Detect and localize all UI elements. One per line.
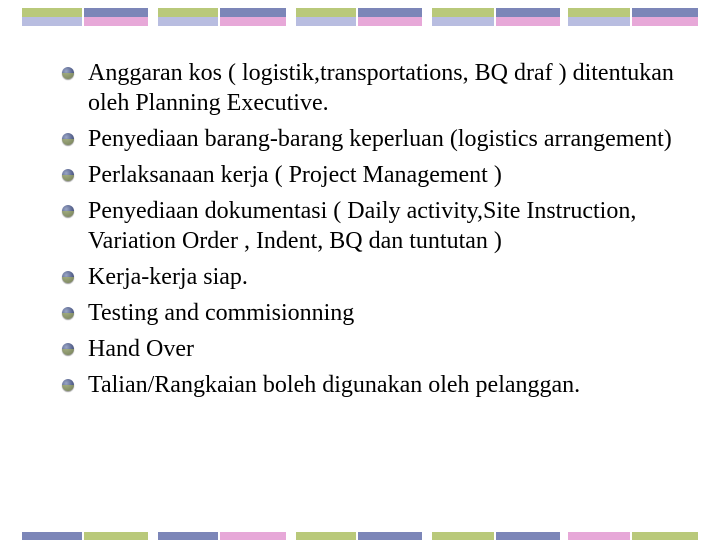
bullet-list xyxy=(60,58,700,406)
bullet-text: Talian/Rangkaian boleh digunakan oleh pelanggan. xyxy=(88,372,581,398)
bullet-text: Penyediaan dokumentasi ( Daily activity,Site Instruction, Variation Order , Indent, BQ dan tuntutan ) xyxy=(88,198,637,254)
band-segment xyxy=(22,8,82,26)
band-segment xyxy=(358,532,422,540)
bullet-item xyxy=(60,334,700,364)
band-segment xyxy=(158,8,218,26)
bullet-icon xyxy=(62,271,74,283)
bullet-icon xyxy=(62,67,74,79)
bullet-item xyxy=(60,160,700,190)
band-segment xyxy=(568,8,630,26)
band-segment xyxy=(632,8,698,26)
bullet-item xyxy=(60,124,700,154)
band-segment xyxy=(358,8,422,26)
bullet-item xyxy=(60,196,700,256)
band-segment xyxy=(296,532,356,540)
bullet-item xyxy=(60,370,700,400)
band-segment xyxy=(158,532,218,540)
band-segment xyxy=(220,8,286,26)
bullet-text: Perlaksanaan kerja ( Project Management ) xyxy=(88,162,502,188)
bullet-icon xyxy=(62,169,74,181)
band-segment xyxy=(496,532,560,540)
band-segment xyxy=(84,532,148,540)
band-segment xyxy=(22,532,82,540)
bullet-icon xyxy=(62,379,74,391)
bullet-item xyxy=(60,262,700,292)
bullet-item xyxy=(60,58,700,118)
band-segment xyxy=(432,532,494,540)
band-segment xyxy=(568,532,630,540)
bullet-icon xyxy=(62,133,74,145)
band-segment xyxy=(496,8,560,26)
band-segment xyxy=(432,8,494,26)
bullet-text: Anggaran kos ( logistik,transportations, BQ draf ) ditentukan oleh Planning Executive. xyxy=(88,60,674,116)
bullet-text: Kerja-kerja siap. xyxy=(88,264,248,290)
band-segment xyxy=(632,532,698,540)
band-segment xyxy=(220,532,286,540)
bottom-decorative-band xyxy=(0,532,720,540)
bullet-text: Testing and commisionning xyxy=(88,300,355,326)
bullet-icon xyxy=(62,343,74,355)
band-segment xyxy=(84,8,148,26)
bullet-item xyxy=(60,298,700,328)
bullet-text: Penyediaan barang-barang keperluan (logistics arrangement) xyxy=(88,126,672,152)
band-segment xyxy=(296,8,356,26)
bullet-text: Hand Over xyxy=(88,336,194,362)
bullet-icon xyxy=(62,205,74,217)
top-decorative-band xyxy=(0,8,720,26)
bullet-icon xyxy=(62,307,74,319)
